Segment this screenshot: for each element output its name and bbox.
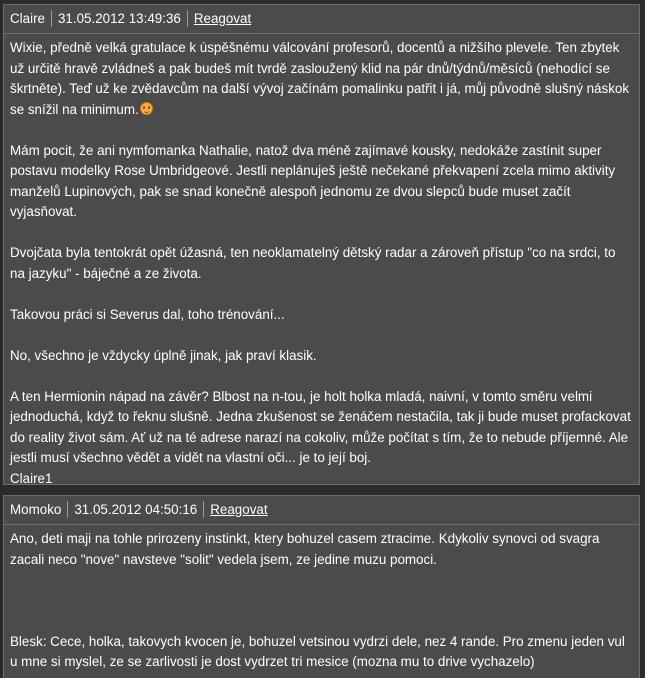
comment-author: Momoko (10, 502, 62, 517)
comment (3, 495, 640, 678)
comment-body (4, 34, 639, 489)
comment-paragraph (10, 38, 633, 120)
comment-paragraph: No, všechno je vždycky úplně jinak, jak praví klasik. (10, 347, 317, 363)
header-divider (187, 10, 188, 27)
comment-date: 31.05.2012 13:49:36 (57, 11, 181, 26)
heart-eyes-emoji-icon (140, 102, 153, 115)
comment-paragraph: Mám pocit, že ani nymfomanka Nathalie, natož dva méně zajímavé kousky, nedokáže zastínit super postavu modelky Rose Umbridgeové. Jestli neplánuješ ještě nečekané překvapení zcela mimo aktivity manželů Lupinových, pak se snad konečně alespoň jednomu ze dvou slepců bude muset začít vyjasňovat. (10, 142, 616, 219)
comment-author: Claire (10, 11, 45, 26)
comment-paragraph: Dvojčata byla tentokrát opět úžasná, ten neoklamatelný dětský radar a zároveň přístup "co na srdci, to na jazyku" - báječné a ze života. (10, 245, 616, 281)
comment-body (4, 525, 639, 673)
comment-text: Wixie, předně velká gratulace k úspěšnému válcování profesorů, docentů a nižšího plevele. Ten zbytek už určitě hravě zvládneš a pak budeš mít tvrdě zasloužený klid na pár dnů/týdnů/měsíců (nehodící se škrtněte). Teď už ke zvědavcům na další vývoj začínám pomalinku patřit i já, můj původně slušný náskok se snížil na minimum. (10, 40, 630, 117)
header-divider (67, 501, 68, 518)
header-divider (203, 501, 204, 518)
header-divider (51, 10, 52, 27)
comment-date: 31.05.2012 04:50:16 (74, 502, 198, 517)
comment-paragraph: Blesk: Cece, holka, takovych kvocen je, bohuzel vetsinou vydrzi dele, nez 4 rande. Pro zmenu jeden vul u mne si myslel, ze se zarlivosti je dost vydrzet tri mesice (mozna mu to drive vychazelo) (10, 633, 625, 669)
reply-link[interactable]: Reagovat (193, 11, 252, 26)
comment (3, 4, 640, 485)
comment-signature: Claire1 (10, 470, 53, 486)
comment-paragraph: A ten Hermionin nápad na závěr? Blbost na n-tou, je holt holka mladá, naivní, v tomto směru velmi jednoduchá, když to řeknu slušně. Jedna zkušenost se ženáčem nestačila, tak ji bude muset profackovat do reality život sám. Ať už na té adrese narazí na cokoliv, může počítat s tím, že to nebude příjemné. Ale jestli musí všechno vědět a vidět na vlastní oči... je to její boj. (10, 388, 631, 465)
reply-link[interactable]: Reagovat (210, 502, 268, 517)
comment-paragraph: Ano, deti maji na tohle prirozeny instinkt, ktery bohuzel casem ztracime. Kdykoliv synovci od svagra zacali neco "nove" navsteve "solit" vedela jsem, ze jedine muzu pomoci. (10, 531, 600, 567)
comment-paragraph: Takovou práci si Severus dal, toho trénování... (10, 306, 285, 322)
comment-header (4, 5, 639, 34)
comment-header (4, 496, 639, 525)
